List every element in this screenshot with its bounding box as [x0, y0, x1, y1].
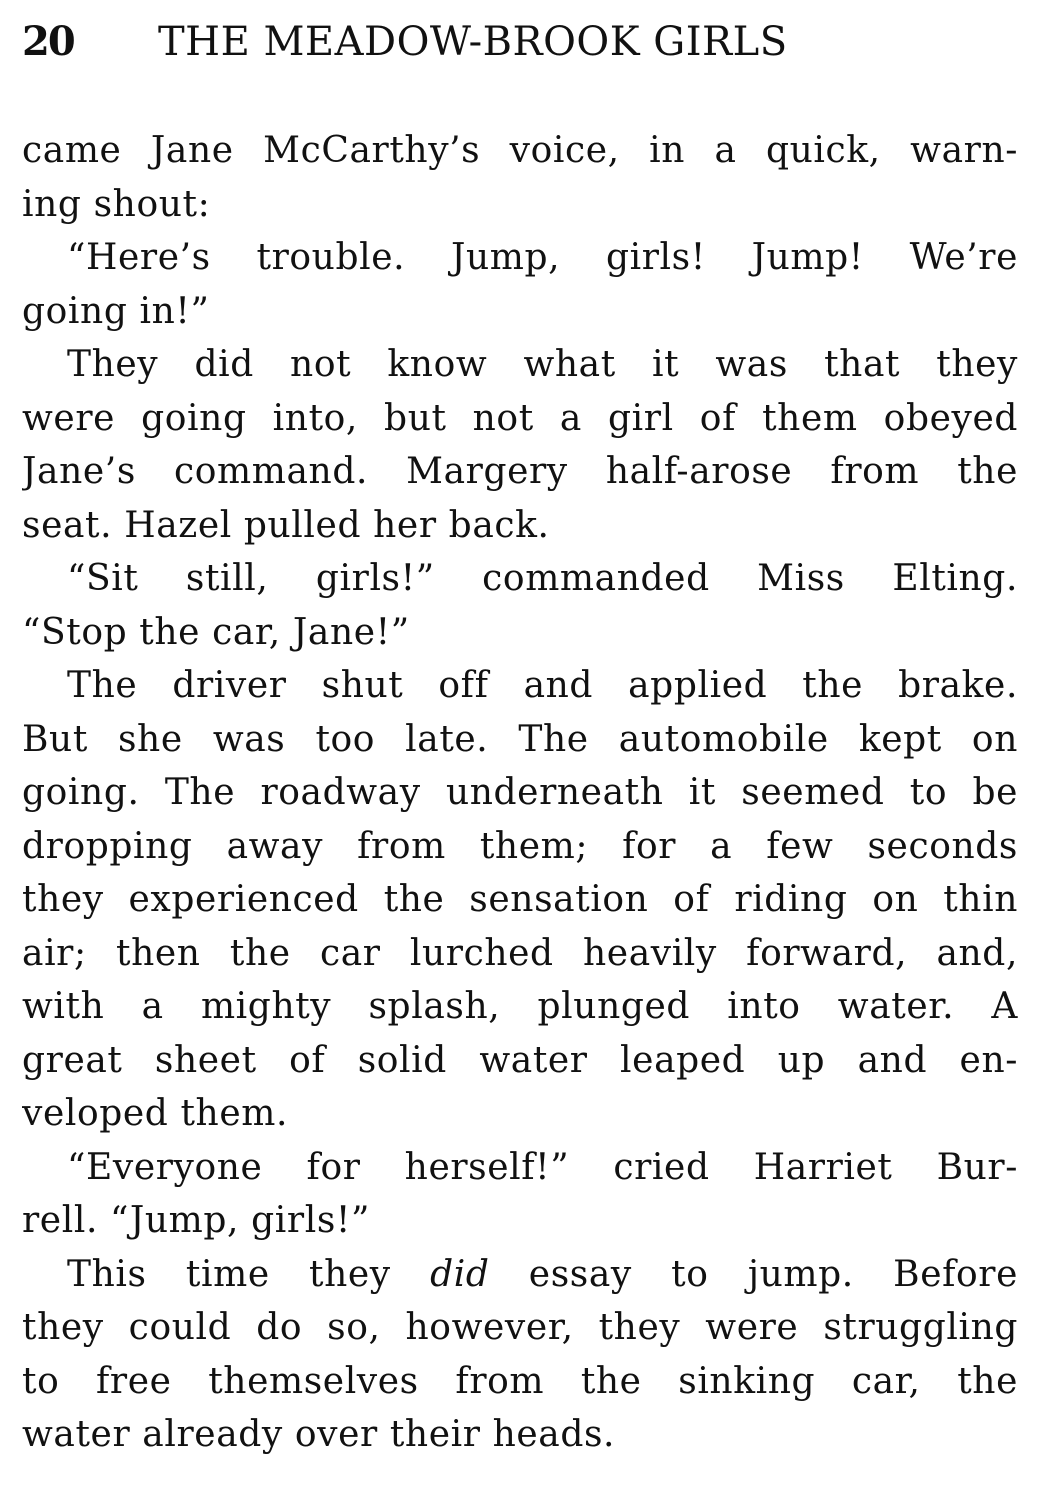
text-line: But she was too late. The automobile kept on: [22, 718, 1018, 760]
text-line: Jane’s command. Margery half-arose from the: [22, 451, 1018, 492]
text-line: going in!”: [22, 290, 210, 332]
text-line: The driver shut off and applied the brake.: [67, 665, 1018, 706]
page-number: 20: [22, 18, 74, 65]
text-line: [22, 1248, 1018, 1302]
text-line: they experienced the sensation of riding on thin: [22, 879, 1018, 920]
text-segment: This time they: [67, 1253, 431, 1295]
text-line: great sheet of solid water leaped up and en-: [22, 1039, 1018, 1081]
text-line: dropping away from them; for a few seconds: [22, 825, 1018, 867]
text-segment: essay to jump. Before: [489, 1253, 1018, 1295]
body-text: [22, 124, 1018, 1462]
text-line: were going into, but not a girl of them obeyed: [22, 397, 1018, 439]
text-line: going. The roadway underneath it seemed to be: [22, 772, 1018, 813]
text-line: “Everyone for herself!” cried Harriet Bur-: [67, 1146, 1018, 1188]
running-title: THE MEADOW-BROOK GIRLS: [158, 19, 788, 65]
text-line: They did not know what it was that they: [67, 344, 1018, 385]
text-line: they could do so, however, they were struggling: [22, 1307, 1018, 1348]
page-header: [22, 14, 1022, 70]
text-line: rell. “Jump, girls!”: [22, 1200, 370, 1241]
text-line: seat. Hazel pulled her back.: [22, 504, 550, 546]
text-line: “Sit still, girls!” commanded Miss Elting.: [67, 558, 1018, 599]
text-line: ing shout:: [22, 183, 211, 225]
text-line: came Jane McCarthy’s voice, in a quick, warn-: [22, 130, 1018, 171]
text-line: veloped them.: [22, 1093, 289, 1134]
text-line: “Stop the car, Jane!”: [22, 611, 410, 653]
text-line: water already over their heads.: [22, 1414, 616, 1455]
italic-segment: did: [430, 1253, 490, 1295]
text-line: to free themselves from the sinking car, the: [22, 1360, 1018, 1402]
text-line: with a mighty splash, plunged into water. A: [22, 986, 1018, 1027]
text-line: air; then the car lurched heavily forward, and,: [22, 932, 1018, 974]
text-line: “Here’s trouble. Jump, girls! Jump! We’re: [67, 237, 1018, 278]
